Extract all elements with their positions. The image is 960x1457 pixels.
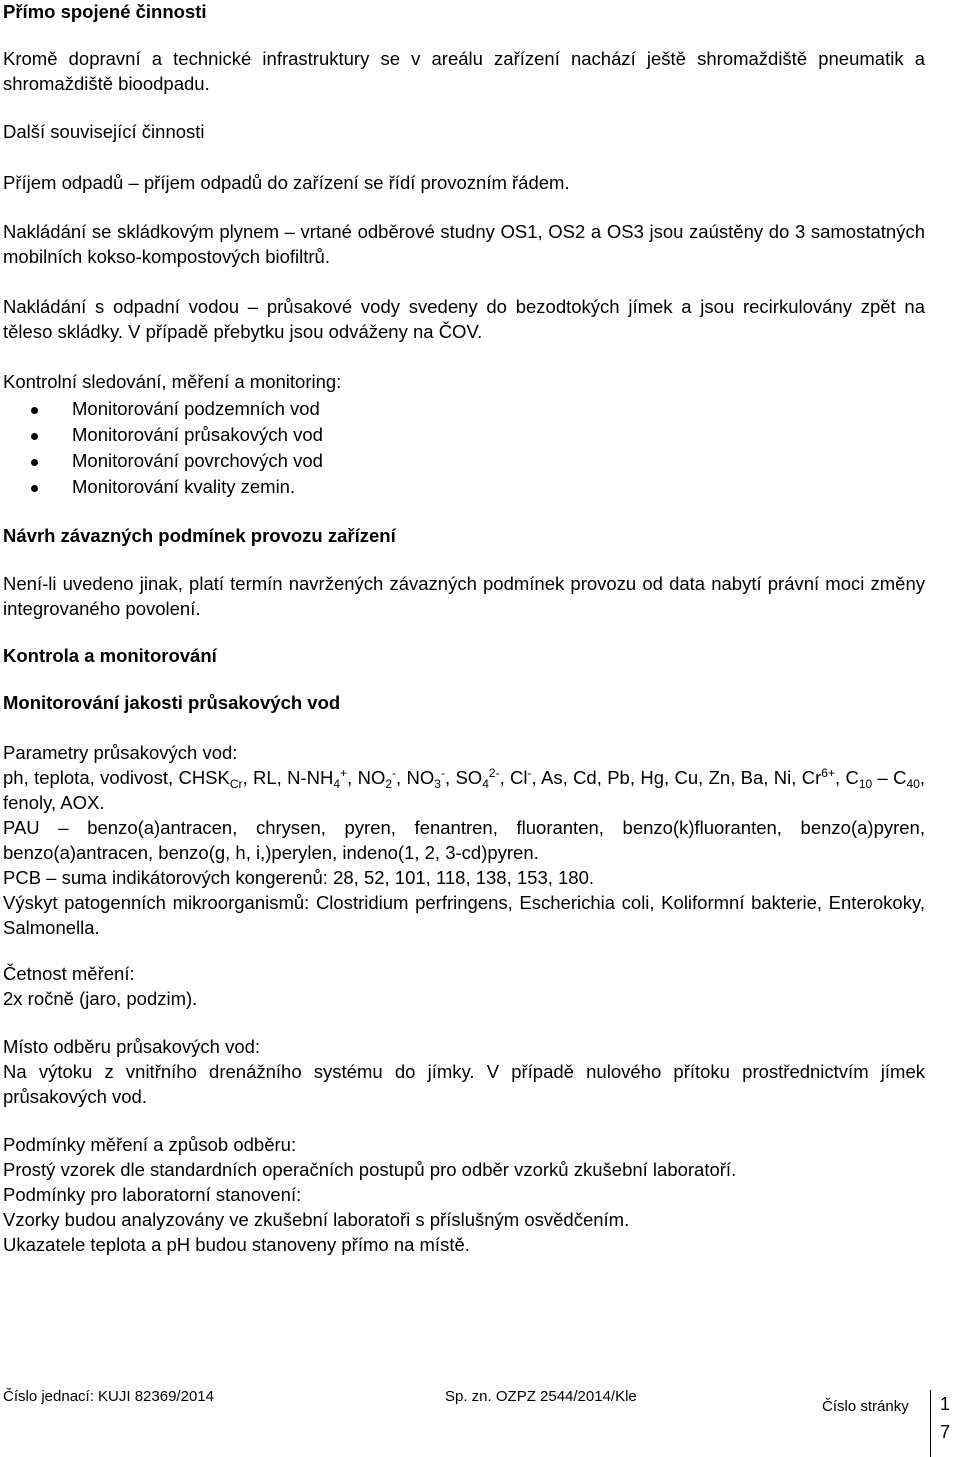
footer-reference-number: Číslo jednací: KUJI 82369/2014 [3,1388,214,1405]
heading-prime: Přímo spojené činnosti [3,1,207,22]
heading-conditions: Návrh závazných podmínek provozu zařízení [3,525,396,546]
paragraph-gas: Nakládání se skládkovým plynem – vrtané odběrové studny OS1, OS2 a OS3 jsou zaústěny do 3 samostatných mobilních kokso-kompostových biofiltrů. [3,221,925,267]
parameters-list: ph, teplota, vodivost, $CHSK_{Cr}$, RL, $N-NH_4^+$, $NO_2^-$, $NO_3^-$, $SO_4^{2-}$, Cl-, As, Cd, Pb, Hg, Cu, Zn, Ba, Ni, $Cr^{6+}$, $C_{10} - C_{40}$, fenoly, AOX. [3,766,926,813]
paragraph-intake: Příjem odpadů – příjem odpadů do zařízení se řídí provozním řádem. [3,172,570,193]
page-total: 7 [940,1422,951,1442]
footer-page-label: Číslo stránky [822,1398,909,1415]
bullet-icon [31,433,38,440]
list-item: Monitorování podzemních vod [3,396,323,422]
list-item: Monitorování kvality zemin. [3,474,323,500]
heading-leachate-quality: Monitorování jakosti průsakových vod [3,692,341,713]
bullet-icon [31,485,38,492]
paragraph-pathogens: Výskyt patogenních mikroorganismů: Clostridium perfringens, Escherichia coli, Koliformní bakterie, Enterokoky, Salmonella. [3,892,925,938]
lab-conditions-label: Podmínky pro laboratorní stanovení: [3,1184,302,1205]
page-number: 1 [940,1394,951,1414]
heading-control: Kontrola a monitorování [3,645,217,666]
heading-related: Další související činnosti [3,121,205,142]
sampling-site-value: Na výtoku z vnitřního drenážního systému do jímky. V případě nulového přítoku prostřednictvím jímek průsakových vod. [3,1061,925,1107]
footer-file-mark: Sp. zn. OZPZ 2544/2014/Kle [445,1388,637,1405]
paragraph-pcb: PCB – suma indikátorových kongerenů: 28, 52, 101, 118, 138, 153, 180. [3,867,595,888]
paragraph-infrastructure: Kromě dopravní a technické infrastruktury se v areálu zařízení nachází ještě shromaždiště pneumatik a shromaždiště bioodpadu. [3,48,925,94]
frequency-label: Četnost měření: [3,963,135,984]
parameters-label: Parametry průsakových vod: [3,742,238,763]
bullet-icon [31,459,38,466]
sampling-conditions-label: Podmínky měření a způsob odběru: [3,1134,297,1155]
paragraph-pau: PAU – benzo(a)antracen, chrysen, pyren, fenantren, fluoranten, benzo(k)fluoranten, benzo(a)pyren, benzo(a)antracen, benzo(g, h, i,)perylen, indeno(1, 2, 3-cd)pyren. [3,817,925,863]
page-number-divider [930,1390,931,1457]
lab-conditions-value-1: Vzorky budou analyzovány ve zkušební laboratoři s příslušným osvědčením. [3,1209,630,1230]
monitoring-list [3,396,323,500]
monitoring-intro: Kontrolní sledování, měření a monitoring: [3,371,342,392]
list-item: Monitorování průsakových vod [3,422,323,448]
paragraph-conditions: Není-li uvedeno jinak, platí termín navržených závazných podmínek provozu od data nabytí právní moci změny integrovaného povolení. [3,573,925,619]
frequency-value: 2x ročně (jaro, podzim). [3,988,198,1009]
sampling-site-label: Místo odběru průsakových vod: [3,1036,261,1057]
paragraph-wastewater: Nakládání s odpadní vodou – průsakové vody svedeny do bezodtokých jímek a jsou recirkulovány zpět na těleso skládky. V případě přebytku jsou odváženy na ČOV. [3,296,925,342]
bullet-icon [31,407,38,414]
lab-conditions-value-2: Ukazatele teplota a pH budou stanoveny přímo na místě. [3,1234,470,1255]
list-item: Monitorování povrchových vod [3,448,323,474]
sampling-conditions-value: Prostý vzorek dle standardních operačních postupů pro odběr vzorků zkušební laboratoří. [3,1159,737,1180]
